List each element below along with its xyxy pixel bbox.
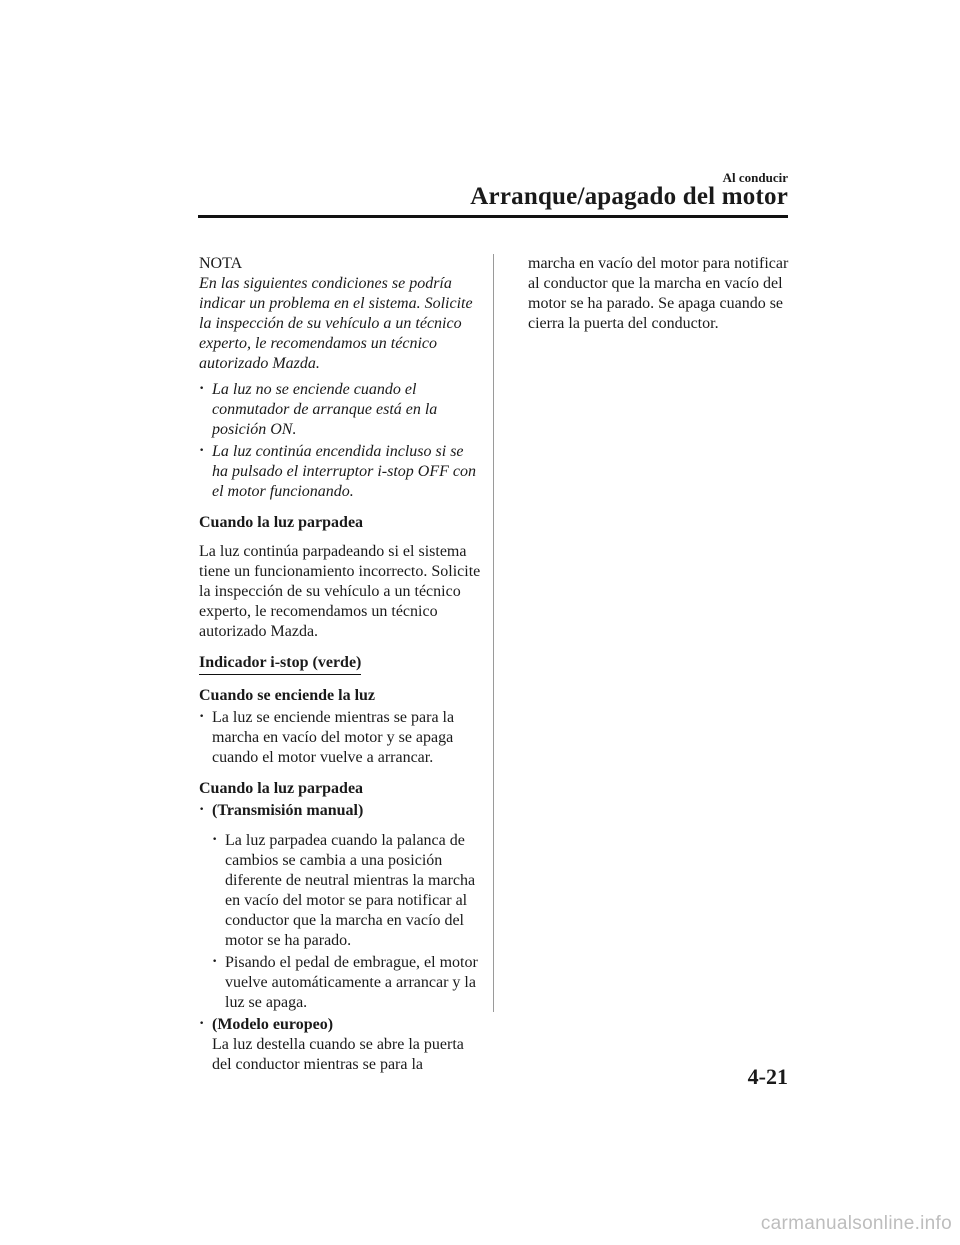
note-text: En las siguientes condiciones se podría indicar un problema en el sistema. Solicite la inspección de su vehículo a un técnico experto, le recomendamos un técnico autorizado Mazda. [199,275,473,372]
left-column [199,254,481,1075]
section-title: Arranque/apagado del motor [470,183,788,210]
light-on-heading: Cuando se enciende la luz [199,687,376,704]
blink2-heading: Cuando la luz parpadea [199,780,364,797]
chapter-label: Al conducir [722,170,788,185]
european-text: La luz destella cuando se abre la puerta del conductor mientras se para la [212,1036,464,1073]
list-item: · Pisando el pedal de embrague, el motor vuelve automáticamente a arrancar y la luz se apaga. [212,953,481,1013]
continuation-text: marcha en vacío del motor para notificar al conductor que la marcha en vacío del motor se ha parado. Se apaga cuando se cierra la puerta del conductor. [528,255,789,332]
blink-text: La luz continúa parpadeando si el sistema tiene un funcionamiento incorrecto. Solicite la inspección de su vehículo a un técnico experto, le recomendamos un técnico autorizado Mazda. [199,543,481,640]
manual-sublist [212,831,481,1013]
page-number: 4-21 [747,1064,788,1089]
watermark: carmanualsonline.info [760,1213,952,1234]
list-item: · La luz parpadea cuando la palanca de cambios se cambia a una posición diferente de neutral mientras la marcha en vacío del motor se para notificar al conductor que la marcha en vacío del motor se ha parado. [212,831,481,951]
right-column [528,254,790,334]
manual-label: (Transmisión manual) [212,802,364,819]
transmission-list [199,801,481,1075]
european-label: (Modelo europeo) [212,1016,334,1033]
list-item [199,1015,481,1075]
list-item: · La luz se enciende mientras se para la marcha en vacío del motor y se apaga cuando el motor vuelve a arrancar. [199,708,481,768]
note-list [199,380,481,502]
note-label: NOTA [199,255,243,272]
indicator-heading: Indicador i-stop (verde) [199,653,361,675]
list-item [199,801,481,1013]
indicator-heading-wrap [199,653,481,675]
note-item: · La luz no se enciende cuando el conmutador de arranque está en la posición ON. [199,380,481,440]
light-on-list [199,708,481,768]
blink-heading: Cuando la luz parpadea [199,514,364,531]
column-divider [493,254,494,1012]
note-item: · La luz continúa encendida incluso si se ha pulsado el interruptor i-stop OFF con el motor funcionando. [199,442,481,502]
header-rule [198,215,788,218]
